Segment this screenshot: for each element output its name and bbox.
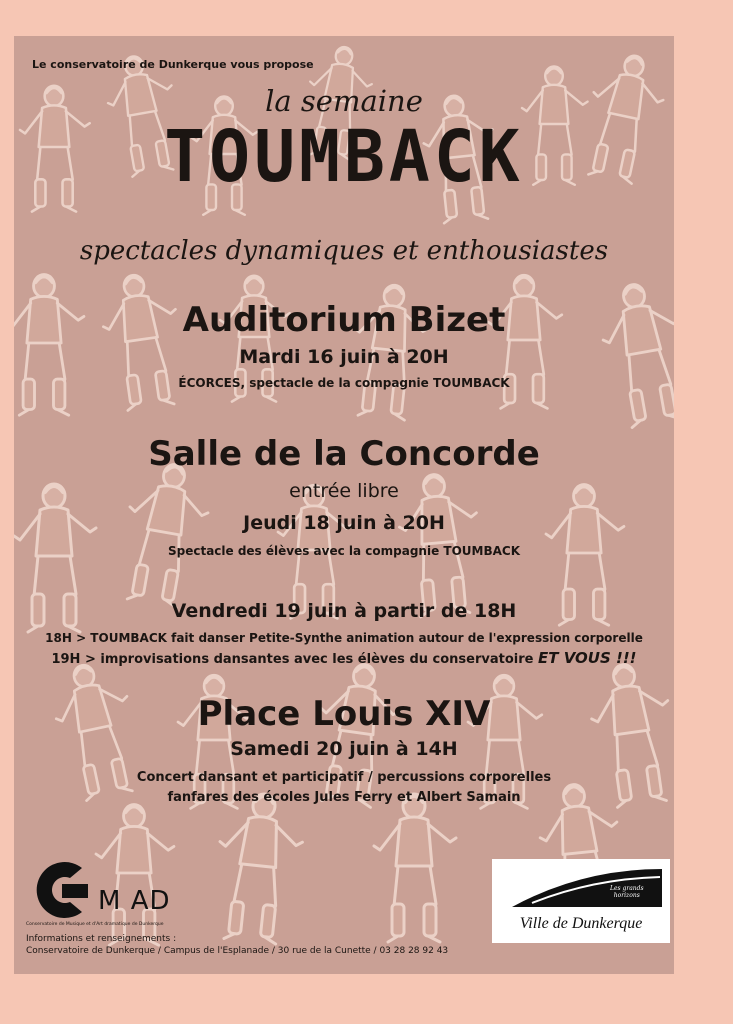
title-small: la semaine bbox=[265, 84, 423, 118]
info-label: Informations et renseignements : bbox=[26, 934, 177, 944]
event-detail-emphasis: ET VOUS !!! bbox=[538, 649, 637, 667]
event-date: Samedi 20 juin à 14H bbox=[230, 738, 458, 760]
event-date: Vendredi 19 juin à partir de 18H bbox=[171, 600, 517, 622]
event-date: Mardi 16 juin à 20H bbox=[239, 346, 449, 368]
ville-tagline-line: Les grands bbox=[610, 885, 644, 892]
ville-tagline-line: horizons bbox=[613, 892, 640, 899]
cmad-logo-text: M AD bbox=[98, 886, 171, 916]
tagline: spectacles dynamiques et enthousiastes bbox=[79, 236, 609, 266]
ville-tagline bbox=[610, 885, 644, 899]
event-venue: Auditorium Bizet bbox=[182, 300, 506, 340]
event-note: entrée libre bbox=[289, 480, 399, 502]
event-detail: 18H > TOUMBACK fait danser Petite-Synthe animation autour de l'expression corporelle bbox=[45, 631, 643, 645]
ville-name: Ville de Dunkerque bbox=[519, 915, 643, 932]
event-detail: 19H > improvisations dansantes avec les élèves du conservatoire bbox=[51, 652, 534, 667]
event-detail: fanfares des écoles Jules Ferry et Albert Samain bbox=[167, 790, 521, 805]
poster bbox=[14, 36, 674, 974]
ville-dunkerque-logo bbox=[492, 859, 670, 943]
event-detail: Spectacle des élèves avec la compagnie TOUMBACK bbox=[167, 544, 521, 558]
event-detail: ÉCORCES, spectacle de la compagnie TOUMBACK bbox=[178, 376, 510, 390]
event-date: Jeudi 18 juin à 20H bbox=[243, 512, 445, 534]
event-venue: Salle de la Concorde bbox=[148, 434, 540, 474]
cmad-subtitle: Conservatoire de Musique et d'Art dramatique de Dunkerque bbox=[26, 922, 164, 927]
main-title: TOUMBACK bbox=[164, 116, 524, 199]
intro-text: Le conservatoire de Dunkerque vous propose bbox=[32, 58, 314, 71]
event-venue: Place Louis XIV bbox=[197, 694, 491, 734]
event-detail-line bbox=[14, 649, 674, 667]
event-detail: Concert dansant et participatif / percussions corporelles bbox=[136, 770, 552, 785]
info-line: Conservatoire de Dunkerque / Campus de l'Esplanade / 30 rue de la Cunette / 03 28 28 92 43 bbox=[26, 946, 449, 956]
